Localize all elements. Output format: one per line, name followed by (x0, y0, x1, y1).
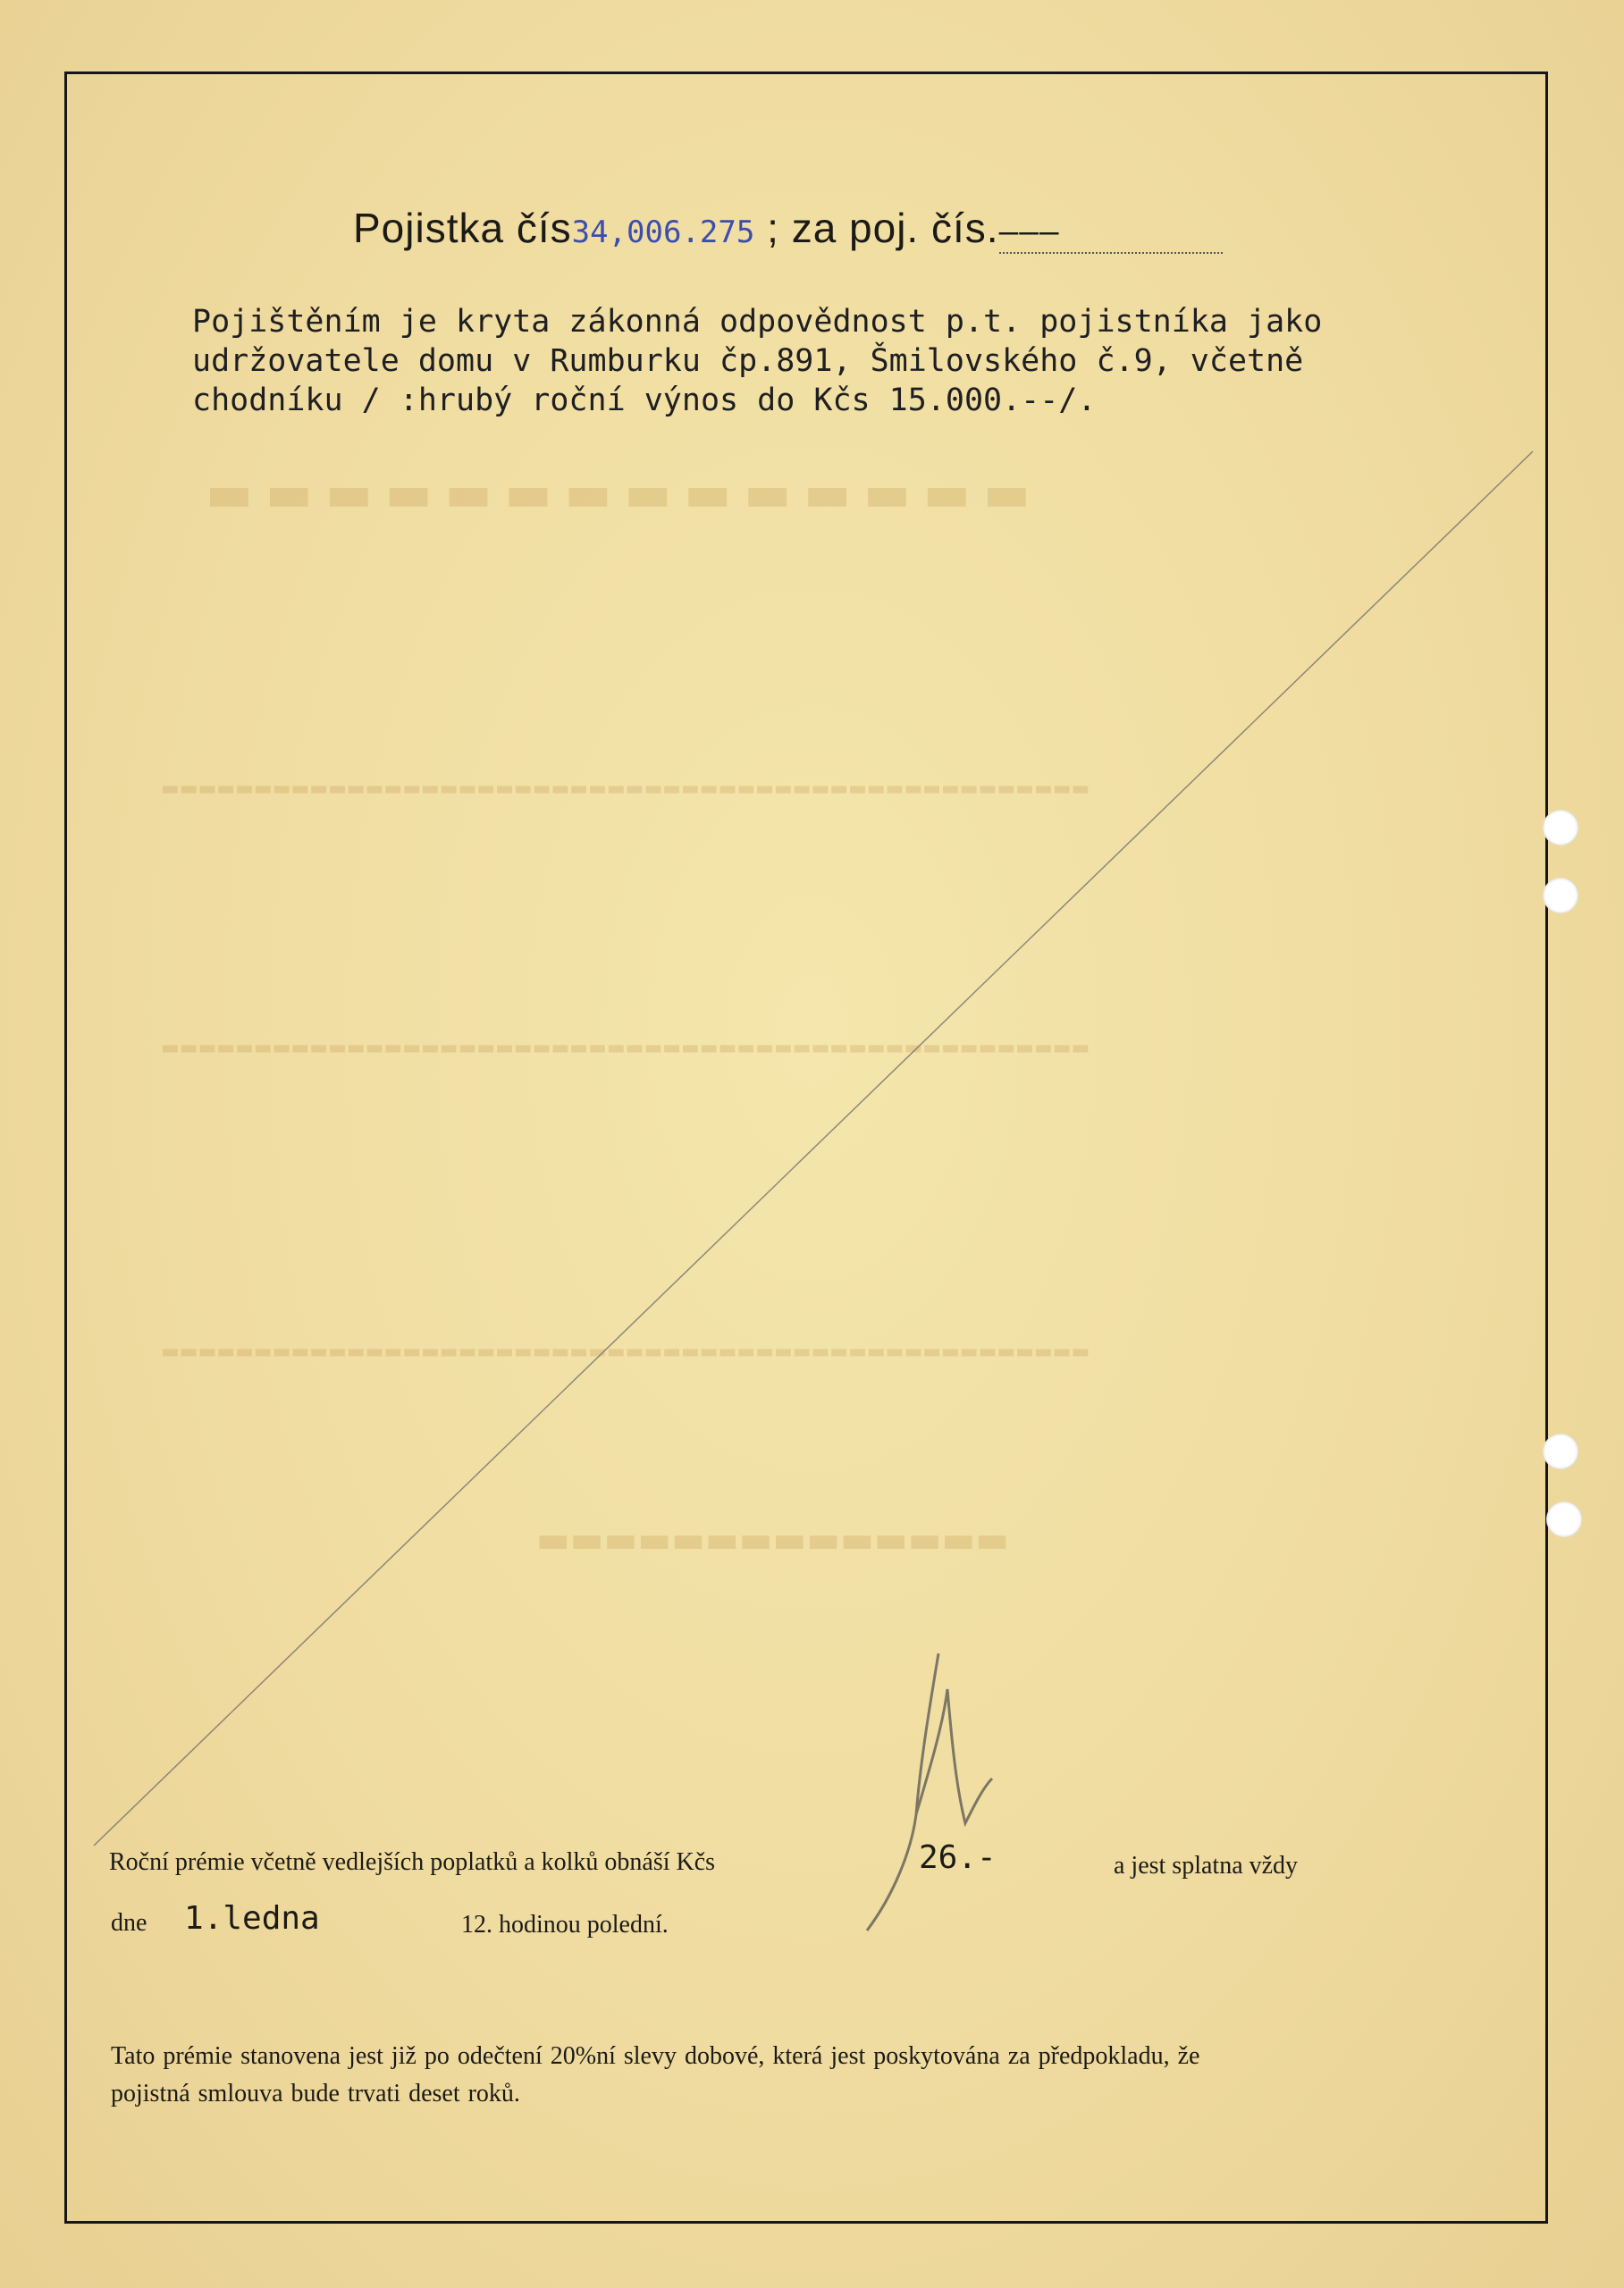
coverage-line: Pojištěním je kryta zákonná odpovědnost p.t. pojistníka jako (192, 304, 1323, 340)
dne-label: dne (111, 1909, 147, 1937)
discount-note (111, 2038, 1532, 2113)
bleed-through-heading: ▬▬▬▬▬▬▬▬▬▬▬▬▬▬ (206, 465, 1043, 523)
hour-text: 12. hodinou polední. (461, 1911, 669, 1939)
premium-amount: 26.- (919, 1839, 997, 1876)
coverage-line: chodníku / :hrubý roční výnos do Kčs 15.000.--/. (192, 383, 1097, 418)
policy-header (353, 204, 1223, 254)
cis-value: ——— (998, 214, 1060, 250)
punch-hole (1543, 810, 1578, 845)
separator: ; (767, 205, 779, 251)
punch-hole (1543, 878, 1578, 913)
due-date: 1.ledna (184, 1900, 320, 1937)
policy-number: 34,006.275 (571, 214, 755, 250)
punch-hole (1543, 1434, 1578, 1469)
bleed-through-text: ▬▬▬▬▬▬▬▬▬▬▬▬▬▬▬▬▬▬▬▬▬▬▬▬▬▬▬▬▬▬▬▬▬▬▬▬▬▬▬▬▬▬▬▬▬▬▬▬▬▬ (161, 1341, 1090, 1363)
bleed-through-text: ▬▬▬▬▬▬▬▬▬▬▬▬▬▬ (536, 1519, 1010, 1560)
bleed-through-text: ▬▬▬▬▬▬▬▬▬▬▬▬▬▬▬▬▬▬▬▬▬▬▬▬▬▬▬▬▬▬▬▬▬▬▬▬▬▬▬▬▬▬▬▬▬▬▬▬▬▬ (161, 778, 1090, 800)
za-poj-label: za poj. (791, 205, 920, 251)
cis-field (999, 204, 1223, 254)
discount-line: Tato prémie stanovena jest již po odečtení 20%ní slevy dobové, která jest poskytována za předpokladu, že (111, 2042, 1200, 2070)
discount-line: pojistná smlouva bude trvati deset roků. (111, 2080, 520, 2107)
premium-text: Roční prémie včetně vedlejších poplatků a kolků obnáší Kčs (109, 1848, 716, 1876)
payable-text: a jest splatna vždy (1114, 1852, 1299, 1880)
punch-hole (1546, 1502, 1582, 1537)
policy-label: Pojistka čís (353, 205, 572, 251)
bleed-through-text: ▬▬▬▬▬▬▬▬▬▬▬▬▬▬▬▬▬▬▬▬▬▬▬▬▬▬▬▬▬▬▬▬▬▬▬▬▬▬▬▬▬▬▬▬▬▬▬▬▬▬ (161, 1037, 1090, 1059)
cis-label: čís. (931, 205, 999, 251)
signature-scribble (831, 1636, 1028, 1948)
coverage-line: udržovatele domu v Rumburku čp.891, Šmilovského č.9, včetně (192, 343, 1304, 379)
coverage-paragraph (192, 302, 1461, 420)
